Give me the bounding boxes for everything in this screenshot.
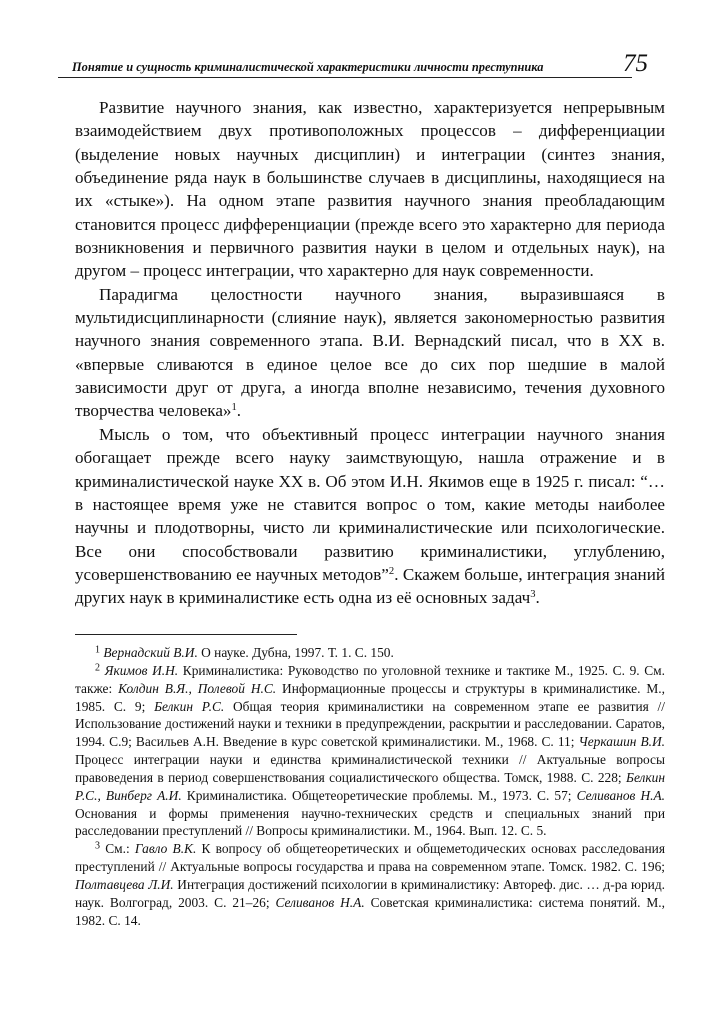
footnote xyxy=(75,644,665,662)
footnote-text: О науке. Дубна, 1997. Т. 1. С. 150. xyxy=(197,645,394,660)
footnote-text: К вопросу об общетеоретических и общеметодических основах расследования преступлений // Актуальные вопросы государства и права на современном этапе. Томск. 1982. С. 196; xyxy=(75,841,665,875)
footnote xyxy=(75,840,665,929)
footnote-author: Гавло В.К. xyxy=(134,841,197,857)
footnote-number: 1 xyxy=(95,644,101,656)
footnote-text: Процесс интеграции науки и единства криминалистической техники // Актуальные вопросы правоведения в период совершенствования социалистического общества. Томск, 1988. С. 228; xyxy=(75,752,665,785)
footnote-text: Криминалистика: Руководство по уголовной технике и тактике М., 1925. С. 9. См. также: xyxy=(75,662,665,696)
footnotes xyxy=(75,644,665,930)
paragraph-text: Мысль о том, что объективный процесс интеграции научного знания обогащает прежде всего науку заимствующую, нашла отражение и в криминалистической науке XX в. Об этом И.Н. Якимов еще в 1925 г. писал: “…в настоящее время уже не ставится вопрос о том, какие методы наиболее научны и плодотворны, чисто ли криминалистические или психологические. Все они способствовали развитию криминалистики, углублению, усовершенствованию ее научных методов” xyxy=(75,424,665,584)
footnote-text: Советская криминалистика: система понятий. М., 1982. С. 14. xyxy=(75,894,665,928)
footnote-author: Якимов И.Н. xyxy=(104,662,179,678)
footnote-text: Интеграция достижений психологии в криминалистику: Автореф. дис. … д-ра юрид. наук. Волгоград, 2003. С. 21–26; xyxy=(75,876,665,910)
paragraph-text-tail: . xyxy=(535,588,540,608)
paragraph-text-tail: . xyxy=(236,401,242,421)
paragraph-yakimov xyxy=(75,423,665,610)
footnote-number: 2 xyxy=(95,662,101,674)
footnote xyxy=(75,662,665,840)
main-text xyxy=(75,96,665,610)
page-number: 75 xyxy=(623,50,648,77)
footnote-author: Черкашин В.И. xyxy=(578,734,665,750)
paragraph-text: Развитие научного знания, как известно, характеризуется непрерывным взаимодействием двух противоположных процессов – дифференциации (выделение новых научных дисциплин) и интеграции (синтез знания, объединение ряда наук в большинстве случаев в дисциплины, находящиеся на их «стыке»). На одном этапе развития научного знания преобладающим становится процесс дифференциации (прежде всего это характерно для периода возникновения и первичного развития науки в целом и отдельных наук), на другом – процесс интеграции, что характерно для наук современности. xyxy=(75,98,665,281)
footnote-ref[interactable]: 2 xyxy=(388,566,395,578)
footnote-text: Общая теория криминалистики на современном этапе ее развития // Использование достижений науки и техники в предупреждении, раскрытии и расследовании. Саратов, 1994. С.9; Васильев А.Н. Введение в курс советской криминалистики. М., 1968. С. 11; xyxy=(75,698,666,750)
footnote-author: Белкин Р.С., Винберг А.И. xyxy=(75,769,665,803)
footnote-author: Белкин Р.С. xyxy=(154,698,225,714)
footnote-text: Основания и формы применения научно-технических средств и специальных знаний при расследовании преступлений // Вопросы криминалистики. М., 1964. Вып. 12. С. 5. xyxy=(75,805,665,839)
footnote-text: Криминалистика. Общетеоретические проблемы. М., 1973. С. 57; xyxy=(181,787,577,803)
footnote-separator xyxy=(75,634,297,635)
footnote-author: Селиванов Н.А. xyxy=(576,787,666,803)
footnote-ref[interactable]: 3 xyxy=(530,589,536,601)
footnote-ref[interactable]: 1 xyxy=(231,402,237,414)
footnote-author: Селиванов Н.А. xyxy=(275,894,365,910)
footnote-text: Информационные процессы и структуры в криминалистике. М., 1985. С. 9; xyxy=(75,680,665,714)
footnote-author: Полтавцева Л.И. xyxy=(75,876,174,892)
footnote-author: Колдин В.Я., Полевой Н.С. xyxy=(118,680,277,696)
paragraph-text-tail: . Скажем больше, интеграция знаний других наук в криминалистике есть одна из её основных задач xyxy=(75,564,665,608)
paragraph-paradigm xyxy=(75,283,665,423)
header-rule xyxy=(58,77,632,78)
running-title: Понятие и сущность криминалистической характеристики личности преступника xyxy=(72,60,544,74)
footnote-number: 3 xyxy=(95,840,101,852)
footnote-text: См.: xyxy=(105,841,135,857)
paragraph-text: Парадигма целостности научного знания, выразившаяся в мультидисциплинарности (слияние наук), является закономерностью развития научного знания современного этапа. В.И. Вернадский писал, что в XX в. «впервые сливаются в единое целое все до сих пор шедшие в малой зависимости друг от друга, а иногда вполне независимо, течения духовного творчества человека» xyxy=(75,284,665,421)
paragraph-differentiation-integration xyxy=(75,96,665,283)
footnote-author: Вернадский В.И. xyxy=(103,645,198,660)
running-head xyxy=(58,48,650,86)
